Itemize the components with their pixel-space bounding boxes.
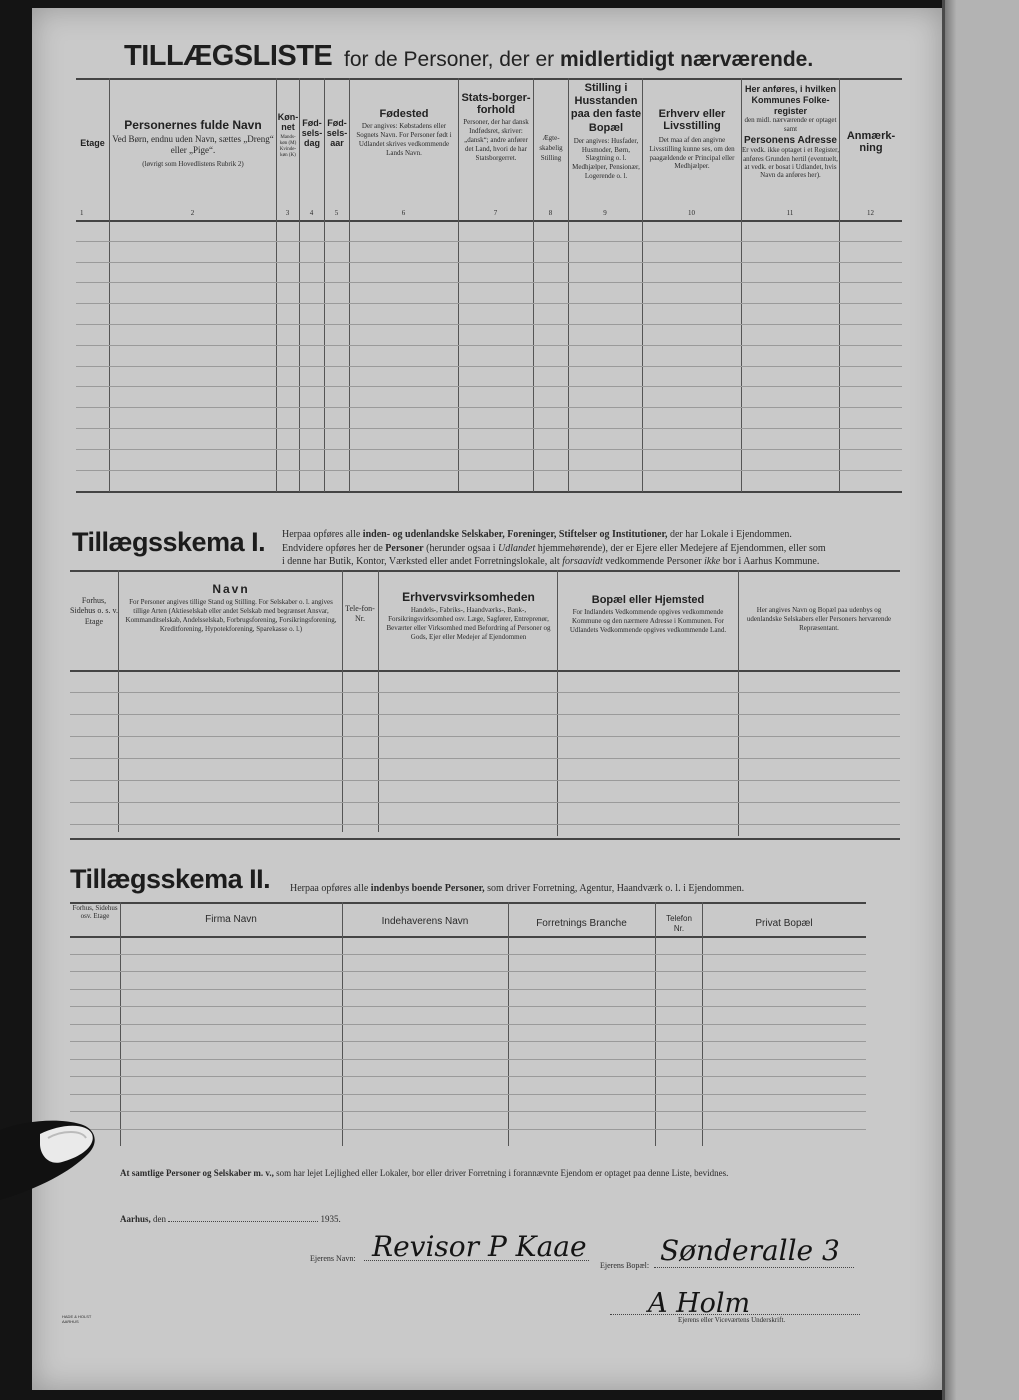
blank-row-line: [70, 824, 900, 825]
page-title: TILLÆGSLISTE: [124, 40, 333, 72]
col-citizenship-header: Stats-borger-forhold Personer, der har dansk Indfødsret, skriver: „dansk“; andre anfører det Land, hvori de har Statsborgerret.: [461, 92, 531, 163]
colnum-5: 5: [334, 209, 339, 217]
blank-row-line: [76, 282, 902, 283]
blank-row-line: [76, 241, 902, 242]
printer-mark: HADE & HOLST AARHUS: [62, 1314, 92, 1324]
subtitle-pre: for de Personer, der er: [344, 48, 555, 71]
blank-row-line: [76, 303, 902, 304]
skema1-description: Herpaa opføres alle inden- og udenlandske Selskaber, Foreninger, Stiftelser og Institutioner, der har Lokale i Ejendommen. Endvidere opføres her de Personer (herunder ogsaa i Udlandet hjemmehørende), der er Ejere eller Medejere af Ejendommen, eller som i denne har Butik, Kontor, Værksted eller andet Forretningslokale, alt forsaavidt vedkommende Personer ikke bor i Aarhus Kommune.: [282, 529, 826, 567]
finger-photo-artifact: [0, 1110, 110, 1220]
col-marital-header: Ægte-skabelig Stilling: [539, 134, 563, 162]
s2-col-phone: Telefon Nr.: [666, 914, 692, 934]
blank-row-line: [76, 449, 902, 450]
blank-row-line: [70, 714, 900, 715]
page-edge: [945, 0, 957, 1400]
blank-row-line: [70, 954, 866, 955]
blank-row-line: [70, 1041, 866, 1042]
blank-row-line: [70, 736, 900, 737]
blank-row-line: [76, 262, 902, 263]
blank-row-line: [76, 345, 902, 346]
owner-name-handwritten: Revisor P Kaae: [372, 1230, 587, 1263]
col-birthyear-header: Fød-sels-aar: [326, 118, 348, 148]
owner-address-label: Ejerens Bopæl:: [600, 1261, 650, 1270]
col-etage-header: Etage: [80, 138, 105, 148]
blank-row-line: [76, 324, 902, 325]
colnum-3: 3: [285, 209, 290, 217]
blank-row-line: [70, 1111, 866, 1112]
date-line: Aarhus, den 1935.: [120, 1214, 341, 1224]
col-birthplace-header: Fødested Der angives: Købstadens eller Sognets Navn. For Personer født i Udlandet skrives vedkommende Lands Navn.: [356, 108, 452, 158]
blank-row-line: [70, 1059, 866, 1060]
blank-row-line: [70, 989, 866, 990]
blank-row-line: [76, 366, 902, 367]
blank-row-line: [76, 428, 902, 429]
signature-label: Ejerens eller Viceværtens Underskrift.: [678, 1316, 786, 1324]
col-birthday-header: Fød-sels-dag: [301, 118, 323, 148]
subtitle-bold: midlertidigt nærværende.: [559, 48, 814, 71]
list-table: [76, 78, 902, 493]
blank-row-line: [70, 758, 900, 759]
blank-row-line: [70, 802, 900, 803]
owner-name-label: Ejerens Navn:: [310, 1254, 356, 1263]
s2-col-firm: Firma Navn: [205, 914, 257, 925]
colnum-9: 9: [603, 209, 607, 217]
s1-col-name: Navn For Personer angives tillige Stand og Stilling. For Selskaber o. l. angives tillige Arten (Aktieselskab eller andet Selskab med begrænset Ansvar, Kommanditselskab, Andelsselskab, Forbrugsforening, Forsikringsforening, Kreditforening, Hypotekforening, Sparekasse o. l.): [125, 582, 337, 634]
col-household-header: Stilling i Husstanden paa den faste Bopæl Der angives: Husfader, Husmoder, Børn, Slægtning o. l. Medhjælper, Pensionær, Logerende o. l.: [570, 82, 642, 180]
blank-row-line: [70, 1006, 866, 1007]
col-register-header: Her anføres, i hvilken Kommunes Folke-register den midl. nærværende er optaget samt Personens Adresse Er vedk. ikke optaget i et Register, anføres Grunden hertil (eventuelt, at vedk. er bosat i Udlandet, hvis Navn da anføres her).: [742, 84, 839, 180]
s1-col-phone: Tele-fon-Nr.: [345, 604, 375, 624]
blank-row-line: [70, 1129, 866, 1130]
skema2-table: [70, 902, 866, 1148]
s2-col-etage: Forhus, Sidehus osv. Etage: [72, 904, 118, 921]
s1-col-representative: Her angives Navn og Bopæl paa udenbys og udenlandske Selskabers eller Personers herværende Repræsentant.: [746, 606, 892, 633]
colnum-6: 6: [401, 209, 406, 217]
page-subtitle: [344, 48, 813, 72]
owner-address-handwritten: Sønderalle 3: [660, 1234, 840, 1267]
colnum-8: 8: [548, 209, 553, 217]
skema2-title: Tillægsskema II.: [70, 864, 271, 894]
s2-col-owner: Indehaverens Navn: [381, 916, 469, 927]
skema2-description: Herpaa opføres alle indenbys boende Personer, som driver Forretning, Agentur, Haandværk o. l. i Ejendommen.: [290, 883, 745, 894]
s1-col-residence: Bopæl eller Hjemsted For Indlandets Vedkommende opgives vedkommende Kommune og den nærmere Adresse i Kommunen. For Udlandets Vedkommende opgives vedkommende Land.: [569, 594, 727, 635]
col-occupation-header: Erhverv eller Livsstilling Det maa af den angivne Livsstilling kunne ses, om den paagældende er Principal eller Medhjælper.: [649, 108, 735, 171]
col-remark-header: Anmærk-ning: [846, 130, 896, 154]
signature-handwritten: A Holm: [648, 1288, 751, 1319]
s1-col-business: Erhvervsvirksomheden Handels-, Fabriks-, Haandværks-, Bank-, Forsikringsvirksomhed osv. Læge, Sagfører, Entreprenør, Beværter eller Virksomhed med Befordring af Personer og Gods, Ejer eller Medejer af Ejendommen: [386, 590, 551, 642]
colnum-10: 10: [688, 209, 695, 217]
colnum-2: 2: [190, 209, 195, 217]
skema1-table: [70, 570, 900, 840]
colnum-7: 7: [493, 209, 498, 217]
colnum-12: 12: [867, 209, 874, 217]
form-page: [32, 8, 942, 1390]
blank-row-line: [70, 971, 866, 972]
colnum-11: 11: [786, 209, 794, 217]
s1-col-etage: Forhus, Sidehus o. s. v. Etage: [70, 596, 118, 626]
blank-row-line: [76, 470, 902, 471]
attestation-statement: At samtlige Personer og Selskaber m. v., som har lejet Lejlighed eller Lokaler, bor eller driver Forretning i forannævnte Ejendom er optaget paa denne Liste, bevidnes.: [120, 1168, 729, 1178]
s2-col-branch: Forretnings Branche: [536, 918, 627, 929]
skema1-title: Tillægsskema I.: [72, 527, 266, 557]
adjacent-page: [942, 0, 1019, 1400]
blank-row-line: [70, 780, 900, 781]
blank-row-line: [70, 1024, 866, 1025]
colnum-4: 4: [309, 209, 314, 217]
colnum-1: 1: [80, 209, 84, 217]
col-name-header: Personernes fulde Navn Ved Børn, endnu uden Navn, sættes „Dreng“ eller „Pige“. (løvrigt som Hovedlistens Rubrik 2): [112, 118, 274, 168]
blank-row-line: [70, 1076, 866, 1077]
blank-row-line: [70, 1094, 866, 1095]
s2-col-private-address: Privat Bopæl: [755, 918, 813, 929]
blank-row-line: [70, 692, 900, 693]
col-gender-header: Køn-net Mands-køn (M) Kvinde-køn (K): [277, 112, 299, 158]
blank-row-line: [76, 407, 902, 408]
blank-row-line: [76, 386, 902, 387]
